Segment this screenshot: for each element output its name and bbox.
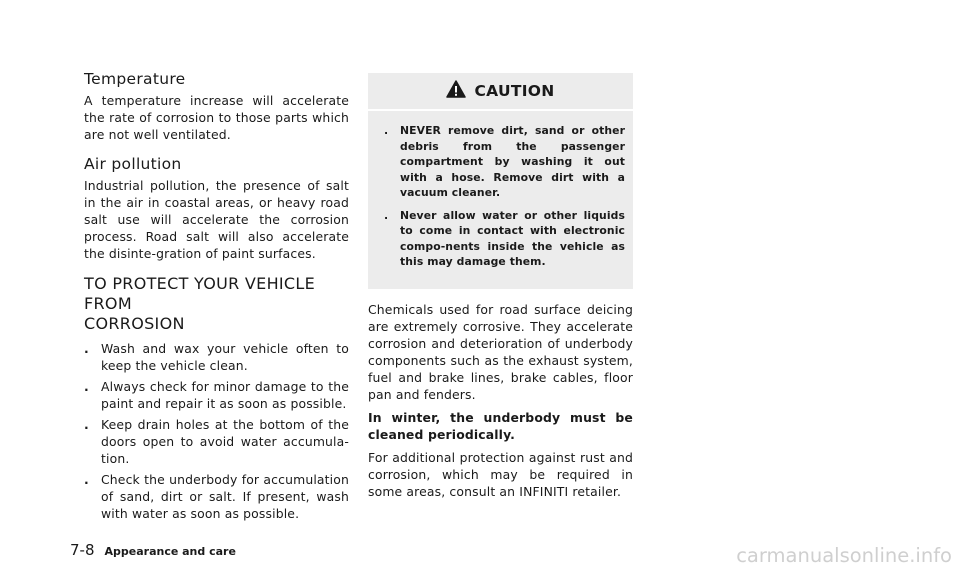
protect-heading	[84, 274, 349, 334]
winter-paragraph: In winter, the underbody must be cleaned periodically.	[368, 409, 633, 442]
bullet-text: Check the underbody for accumulation of sand, dirt or salt. If present, wash with water as soon as possible.	[101, 472, 349, 521]
caution-title: CAUTION	[474, 82, 555, 100]
page-number: 7-8	[70, 541, 95, 559]
left-column	[84, 70, 349, 526]
protection-paragraph: For additional protection against rust and corrosion, which may be required in some areas, consult an INFINITI retailer.	[368, 449, 633, 499]
list-item	[384, 123, 625, 201]
bullet-dot: .	[384, 124, 389, 137]
bullet-text: Wash and wax your vehicle often to keep the vehicle clean.	[101, 341, 349, 373]
chemicals-paragraph: Chemicals used for road surface deicing are extremely corrosive. They accelerate corrosion and deterioration of underbody components such as the exhaust system, fuel and brake lines, brake cables, floor pan and fenders.	[368, 301, 633, 402]
temperature-heading: Temperature	[84, 70, 186, 88]
page-footer	[70, 541, 236, 559]
warning-triangle-icon	[446, 80, 466, 102]
protect-heading-line1: TO PROTECT YOUR VEHICLE FROM	[84, 274, 316, 313]
protect-heading-line2: CORROSION	[84, 314, 185, 333]
caution-item-text: NEVER remove dirt, sand or other debris from the passenger compartment by washing it out with a hose. Remove dirt with a vacuum cleaner.	[400, 124, 625, 199]
list-item	[84, 471, 349, 522]
list-item	[84, 416, 349, 467]
air-pollution-heading: Air pollution	[84, 155, 182, 173]
bullet-text: Always check for minor damage to the paint and repair it as soon as possible.	[101, 379, 349, 411]
bullet-text: Keep drain holes at the bottom of the doors open to avoid water accumula-tion.	[101, 417, 349, 466]
air-pollution-paragraph: Industrial pollution, the presence of salt in the air in coastal areas, or heavy road salt use will accelerate the corrosion process. Road salt will also accelerate the disinte-gration of paint surfaces.	[84, 178, 349, 261]
temperature-paragraph: A temperature increase will accelerate the rate of corrosion to those parts which are not well ventilated.	[84, 93, 349, 142]
bullet-dot: .	[84, 341, 89, 356]
section-name: Appearance and care	[104, 545, 236, 558]
bullet-dot: .	[84, 417, 89, 432]
watermark: carmanualsonline.info	[736, 544, 952, 567]
list-item	[84, 340, 349, 374]
caution-header	[368, 73, 633, 111]
right-column	[368, 73, 633, 506]
protect-bullet-list	[84, 340, 349, 522]
caution-box	[368, 73, 633, 289]
caution-list	[368, 111, 633, 270]
list-item	[384, 208, 625, 270]
caution-item-text: Never allow water or other liquids to come in contact with electronic compo-nents inside the vehicle as this may damage them.	[400, 208, 625, 268]
list-item	[84, 378, 349, 412]
bullet-dot: .	[84, 379, 89, 394]
bullet-dot: .	[84, 472, 89, 487]
bullet-dot: .	[384, 208, 389, 222]
